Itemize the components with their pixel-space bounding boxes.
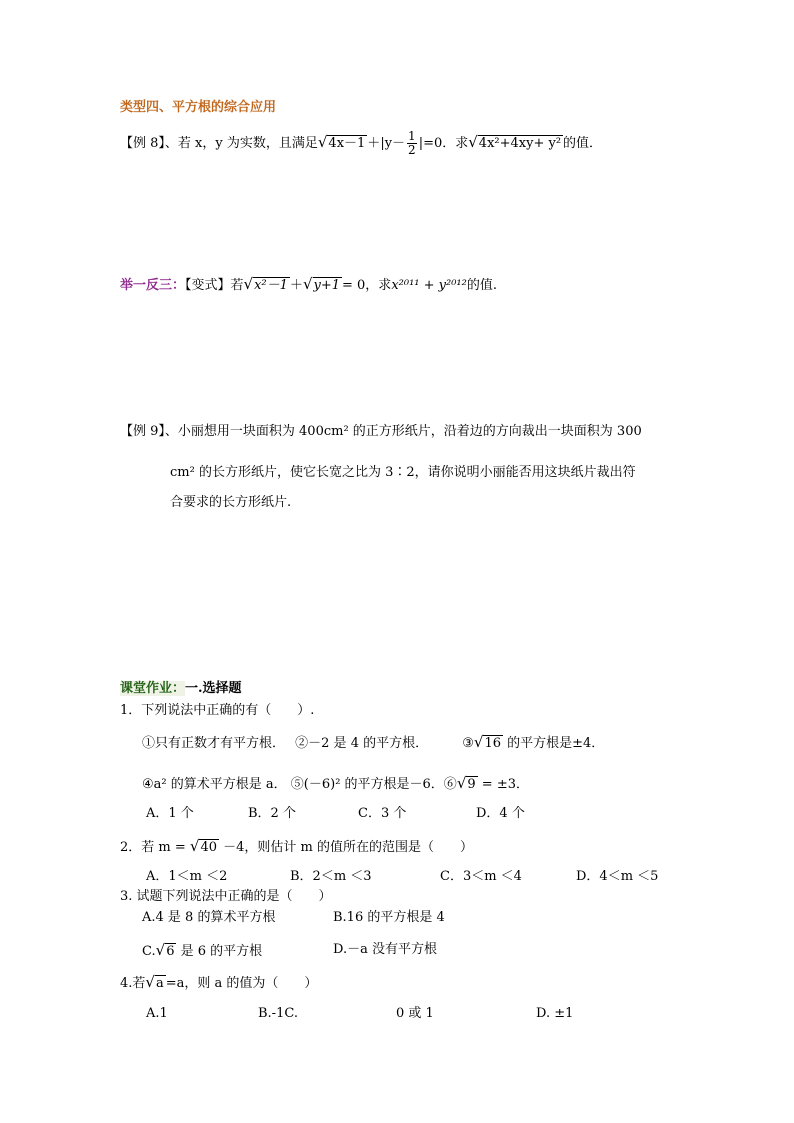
- radical-sign: √: [302, 275, 313, 293]
- q3-option-a: A.4 是 8 的算术平方根: [142, 910, 276, 925]
- radicand: a: [155, 976, 164, 991]
- homework-title: 课堂作业：: [120, 681, 186, 696]
- radicand: 4x²+4xy+ y²: [478, 136, 562, 151]
- variant-label: 举一反三：: [120, 278, 186, 293]
- homework-heading: [120, 680, 242, 698]
- q4-option-d: D. ±1: [536, 1006, 574, 1021]
- example-label: 【例 8】: [120, 136, 165, 151]
- radicand: y+1: [313, 278, 341, 293]
- example-9-line-2: cm² 的长方形纸片，使它长宽之比为 3∶2，请你说明小丽能否用这块纸片裁出符: [170, 465, 636, 480]
- radicand: 6: [166, 944, 175, 959]
- q1-statement-4: ④a² 的算术平方根是 a．: [142, 777, 287, 792]
- abs-open: |y－: [380, 136, 406, 151]
- plus-sign: ＋: [289, 278, 303, 293]
- example-end: 的值．: [563, 136, 603, 151]
- abs-close: |=0．求: [418, 136, 469, 151]
- radical-sign: √: [145, 973, 155, 991]
- q2-stem: 2．若 m = √40 －4，则估计 m 的值所在的范围是（ ）: [120, 837, 473, 855]
- radical-sign: √: [155, 941, 166, 959]
- radical-sign: √: [456, 774, 467, 792]
- q2-option-b: B．2＜m ＜3: [290, 869, 372, 884]
- fraction-denominator: 2: [408, 143, 416, 157]
- radical-sign: √: [468, 133, 478, 151]
- q4-option-b: B.-1C.: [258, 1006, 298, 1021]
- fraction: [407, 130, 417, 157]
- radicand: x²－1: [254, 278, 288, 293]
- q1-stem: 1．下列说法中正确的有（ ）.: [120, 703, 315, 718]
- q1-statement-5: ⑤(－6)² 的平方根是－6．⑥: [290, 777, 457, 792]
- example-9-line-1: 【例 9】、小丽想用一块面积为 400cm² 的正方形纸片，沿着边的方向裁出一块面积为 300: [120, 424, 642, 439]
- q1-statements-row1: [142, 733, 622, 753]
- section-title: 类型四、平方根的综合应用: [120, 100, 277, 115]
- example-8: [120, 130, 602, 157]
- fraction-numerator: 1: [408, 129, 416, 143]
- q3-option-d: D.－a 没有平方根: [333, 942, 437, 957]
- radical-sign: √: [189, 837, 200, 855]
- radical-sign: √: [317, 133, 328, 151]
- q4-stem: 4.若√a =a，则 a 的值为（ ）: [120, 973, 318, 991]
- plus-sign: ＋: [367, 136, 381, 151]
- q1-option-c: C．3 个: [358, 806, 407, 821]
- radicand: 4x－1: [328, 136, 366, 151]
- example-9-line-3: 合要求的长方形纸片.: [170, 495, 292, 510]
- variant-expression: x²⁰¹¹ + y²⁰¹²: [391, 278, 467, 293]
- variant-problem: [120, 275, 497, 295]
- q2-option-d: D．4＜m ＜5: [576, 869, 659, 884]
- q1-option-b: B．2 个: [248, 806, 296, 821]
- q2-option-c: C．3＜m ＜4: [440, 869, 522, 884]
- radical-sign: √: [243, 275, 254, 293]
- q3-stem: 3. 试题下列说法中正确的是（ ）: [120, 889, 332, 904]
- q1-statement-6: = ±3．: [477, 777, 529, 792]
- q1-statements-row2: [142, 774, 529, 794]
- q1-statement-1: ①只有正数才有平方根．: [142, 736, 286, 751]
- q1-option-a: A．1 个: [146, 806, 194, 821]
- q3-option-c: C.√6 是 6 的平方根: [142, 941, 263, 959]
- radicand: 40: [200, 840, 217, 855]
- variant-end: 的值.: [466, 278, 497, 293]
- q4-option-a: A.1: [146, 1006, 168, 1021]
- q4-option-c: 0 或 1: [396, 1006, 434, 1021]
- radicand: 9: [467, 777, 476, 792]
- q2-option-a: A．1＜m ＜2: [146, 869, 228, 884]
- radicand: 16: [484, 736, 502, 751]
- homework-subtitle: 一.选择题: [185, 681, 242, 696]
- variant-text: 【变式】若: [185, 278, 244, 293]
- example-text: 、若 x，y 为实数，且满足: [164, 136, 318, 151]
- q3-option-b: B.16 的平方根是 4: [333, 910, 445, 925]
- q1-statement-2: ②－2 是 4 的平方根．: [295, 736, 429, 751]
- variant-eq: = 0，求: [342, 278, 392, 293]
- q1-statement-3: ③√16 的平方根是±4．: [462, 733, 605, 751]
- radical-sign: √: [473, 733, 484, 751]
- q1-option-d: D．4 个: [476, 806, 525, 821]
